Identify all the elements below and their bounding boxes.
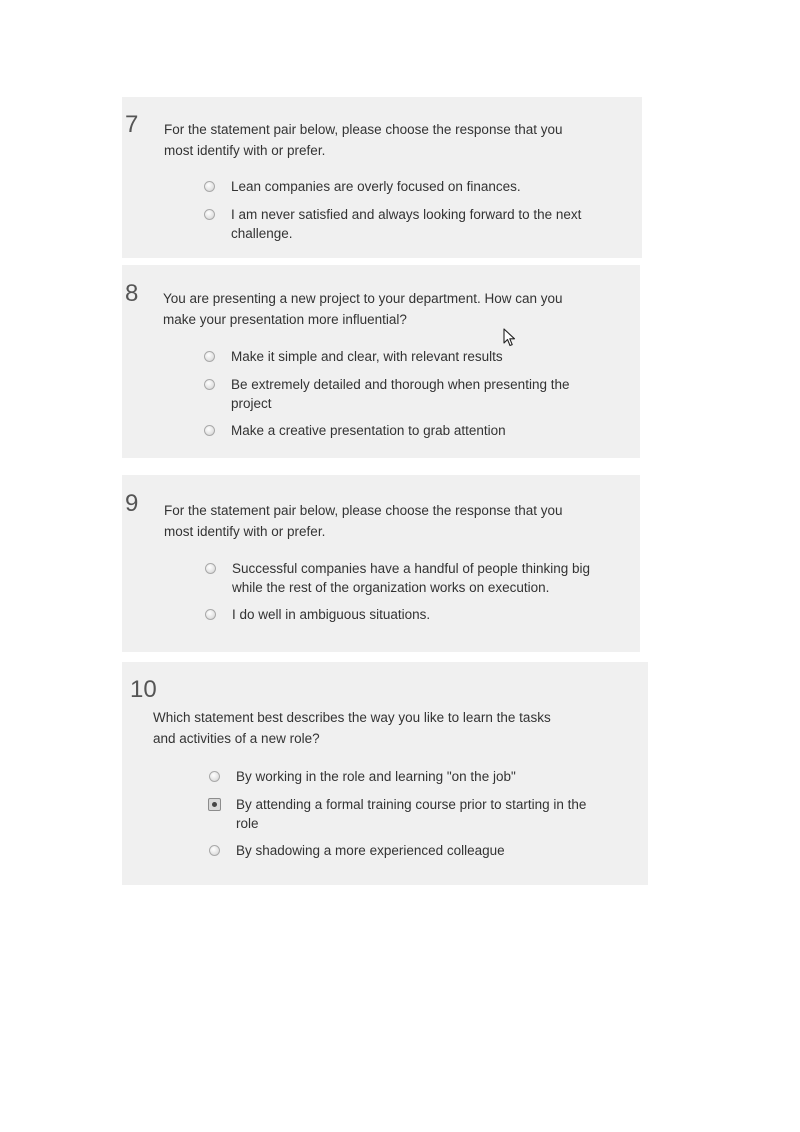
- option-label-line: project: [231, 396, 272, 411]
- question-card-9: [122, 475, 640, 652]
- option-label-line: By shadowing a more experienced colleague: [236, 843, 505, 858]
- radio-button[interactable]: [209, 771, 220, 782]
- question-text-line: make your presentation more influential?: [163, 312, 407, 327]
- question-card-10: [122, 662, 648, 885]
- question-text-line: most identify with or prefer.: [164, 143, 326, 158]
- option-label: [231, 205, 581, 243]
- option-label-line: I do well in ambiguous situations.: [232, 607, 431, 622]
- answer-option[interactable]: [204, 177, 521, 196]
- option-label: [236, 767, 516, 786]
- option-label: [231, 177, 521, 196]
- option-label: [231, 421, 506, 440]
- radio-button-selected[interactable]: [208, 798, 221, 811]
- option-label-line: By attending a formal training course prior to starting in the: [236, 797, 587, 812]
- question-number: 8: [125, 280, 139, 307]
- answer-option[interactable]: [204, 421, 506, 440]
- option-label-line: challenge.: [231, 226, 293, 241]
- radio-button[interactable]: [209, 845, 220, 856]
- question-text-line: You are presenting a new project to your department. How can you: [163, 291, 563, 306]
- question-text-line: For the statement pair below, please choose the response that you: [164, 503, 563, 518]
- question-text-line: and activities of a new role?: [153, 731, 320, 746]
- question-text: [163, 288, 563, 330]
- question-card-8: [122, 265, 640, 458]
- answer-option[interactable]: [209, 767, 516, 786]
- option-label: [236, 841, 505, 860]
- option-label-line: while the rest of the organization works on execution.: [232, 580, 550, 595]
- question-text-line: Which statement best describes the way you like to learn the tasks: [153, 710, 551, 725]
- option-label-line: Lean companies are overly focused on finances.: [231, 179, 521, 194]
- option-label: [232, 559, 590, 597]
- answer-option[interactable]: [205, 559, 590, 597]
- radio-button[interactable]: [204, 425, 215, 436]
- question-number: 9: [125, 490, 139, 517]
- question-text-line: most identify with or prefer.: [164, 524, 326, 539]
- answer-option[interactable]: [204, 347, 503, 366]
- option-label: [231, 347, 503, 366]
- radio-button[interactable]: [204, 209, 215, 220]
- answer-option[interactable]: [205, 605, 430, 624]
- option-label-line: role: [236, 816, 259, 831]
- question-number: 7: [125, 111, 139, 138]
- option-label: [231, 375, 569, 413]
- question-text: [164, 500, 563, 542]
- radio-button[interactable]: [204, 379, 215, 390]
- option-label-line: By working in the role and learning "on the job": [236, 769, 516, 784]
- question-text-line: For the statement pair below, please choose the response that you: [164, 122, 563, 137]
- option-label-line: Successful companies have a handful of people thinking big: [232, 561, 590, 576]
- question-card-7: [122, 97, 642, 258]
- option-label: [232, 605, 430, 624]
- answer-option[interactable]: [204, 375, 569, 413]
- option-label-line: Be extremely detailed and thorough when presenting the: [231, 377, 570, 392]
- radio-button[interactable]: [205, 609, 216, 620]
- option-label-line: I am never satisfied and always looking forward to the next: [231, 207, 582, 222]
- question-number: 10: [130, 676, 157, 703]
- option-label: [236, 795, 586, 833]
- question-text: [153, 707, 551, 749]
- question-text: [164, 119, 563, 161]
- answer-option[interactable]: [204, 205, 581, 243]
- mouse-pointer-icon: [503, 328, 517, 348]
- option-label-line: Make a creative presentation to grab attention: [231, 423, 506, 438]
- answer-option[interactable]: [209, 841, 505, 860]
- radio-button[interactable]: [204, 351, 215, 362]
- option-label-line: Make it simple and clear, with relevant results: [231, 349, 503, 364]
- answer-option-selected[interactable]: [209, 795, 586, 833]
- radio-button[interactable]: [204, 181, 215, 192]
- radio-button[interactable]: [205, 563, 216, 574]
